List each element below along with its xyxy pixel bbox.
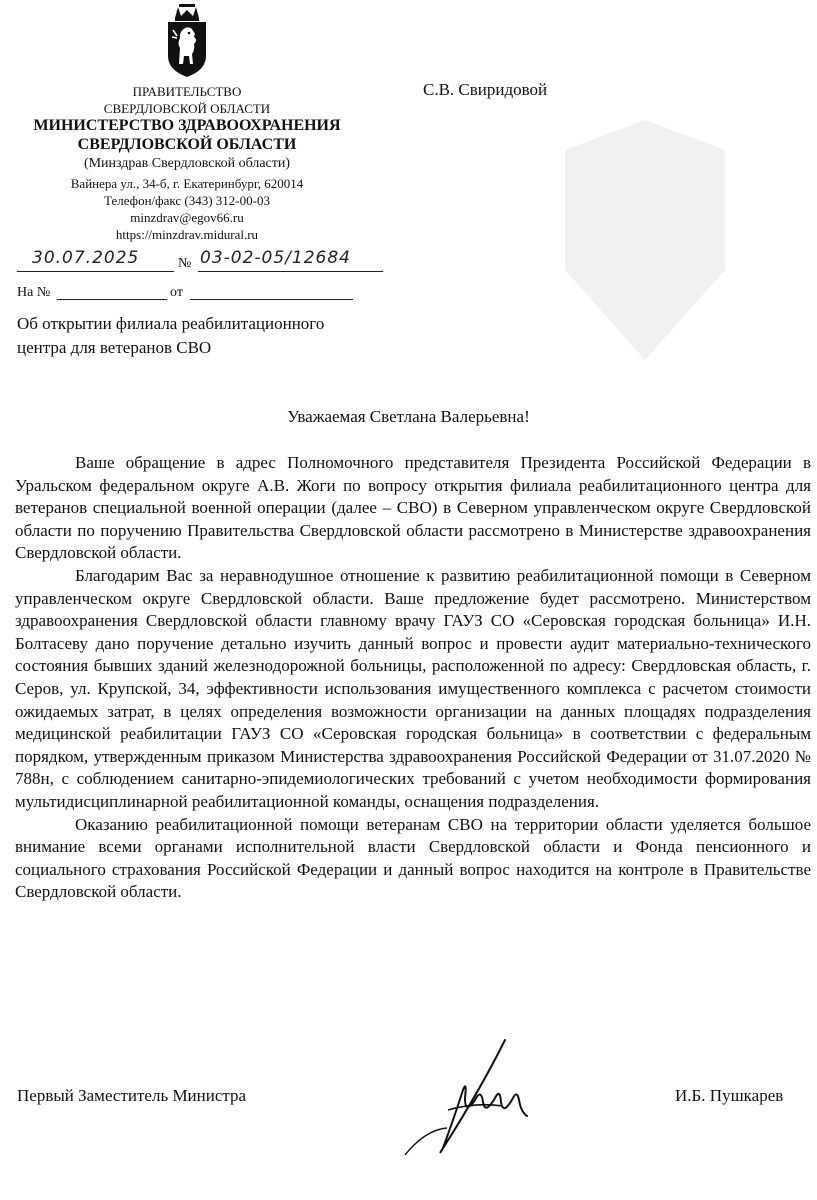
ministry-website: https://minzdrav.midural.ru xyxy=(115,227,259,242)
number-underline xyxy=(198,271,383,272)
government-line-1: ПРАВИТЕЛЬСТВО xyxy=(132,84,242,99)
salutation: Уважаемая Светлана Валерьевна! xyxy=(287,407,530,426)
letter-subject xyxy=(17,312,437,360)
ministry-phone: Телефон/факс (343) 312-00-03 xyxy=(104,193,270,208)
ministry-short-name: (Минздрав Свердловской области) xyxy=(83,156,291,171)
ministry-name-line-1: МИНИСТЕРСТВО ЗДРАВООХРАНЕНИЯ xyxy=(33,117,341,134)
signer-position: Первый Заместитель Министра xyxy=(17,1086,247,1105)
ministry-name-line-2: СВЕРДЛОВСКОЙ ОБЛАСТИ xyxy=(77,136,297,153)
registration-number: 03-02-05/12684 xyxy=(200,248,351,268)
body-paragraph-1: Ваше обращение в адрес Полномочного представителя Президента Российской Федерации в Уральском федеральном округе А.В. Жоги по вопросу открытия филиала реабилитационного центра для ветеранов специальной военной операции (далее – СВО) в Северном управленческом округе Свердловской области по поручению Правительства Свердловской области рассмотрено в Министерстве здравоохранения Свердловской области. xyxy=(15,453,811,563)
coat-of-arms-icon xyxy=(165,4,209,78)
ministry-address: Вайнера ул., 34-б, г. Екатеринбург, 620014 xyxy=(70,176,304,191)
signer-name: И.Б. Пушкарев xyxy=(675,1086,784,1105)
ministry-email: minzdrav@egov66.ru xyxy=(130,210,244,225)
government-line-2: СВЕРДЛОВСКОЙ ОБЛАСТИ xyxy=(103,101,271,116)
background-emblem-imprint-icon xyxy=(545,110,745,370)
subject-line-1: Об открытии филиала реабилитационного xyxy=(17,314,325,333)
reply-date-blank xyxy=(190,299,353,300)
registration-date: 30.07.2025 xyxy=(32,248,140,268)
date-underline xyxy=(17,271,174,272)
body-paragraph-2: Благодарим Вас за неравнодушное отношение к развитию реабилитационной помощи в Северном управленческом округе Свердловской области. Ваше предложение будет рассмотрено. Министерством здравоохранения Свердловской области главному врачу ГАУЗ СО «Серовская городская больница» И.Н. Болтасеву дано поручение детально изучить данный вопрос и провести аудит материально-технического состояния бывших зданий железнодорожной больницы, расположенной по адресу: Свердловская область, г. Серов, ул. Крупской, 34, эффективности использования имущественного комплекса с расчетом стоимости ожидаемых затрат, в целях определения возможности организации на данных площадях подразделения медицинской реабилитации ГАУЗ СО «Серовская городская больница» в соответствии с федеральным порядком, утвержденным приказом Министерства здравоохранения Российской Федерации от 31.07.2020 № 788н, с соблюдением санитарно-эпидемиологических требований с учетом необходимости формирования мультидисциплинарной реабилитационной команды, оснащения подразделения. xyxy=(15,565,811,811)
registration-number-label: № xyxy=(178,256,192,271)
body-paragraph-3: Оказанию реабилитационной помощи ветеранам СВО на территории области уделяется большое внимание всеми органами исполнительной власти Свердловской области и Фонда пенсионного и социального страхования Российской Федерации и данный вопрос находится на контроле в Правительстве Свердловской области. xyxy=(15,814,811,902)
subject-line-2: центра для ветеранов СВО xyxy=(17,338,212,357)
reply-number-blank xyxy=(57,299,167,300)
handwritten-signature-icon xyxy=(385,1020,550,1170)
reply-number-label: На № xyxy=(17,285,51,300)
addressee: С.В. Свиридовой xyxy=(423,80,548,99)
letter-body xyxy=(15,452,811,904)
reply-date-label: от xyxy=(170,285,183,300)
